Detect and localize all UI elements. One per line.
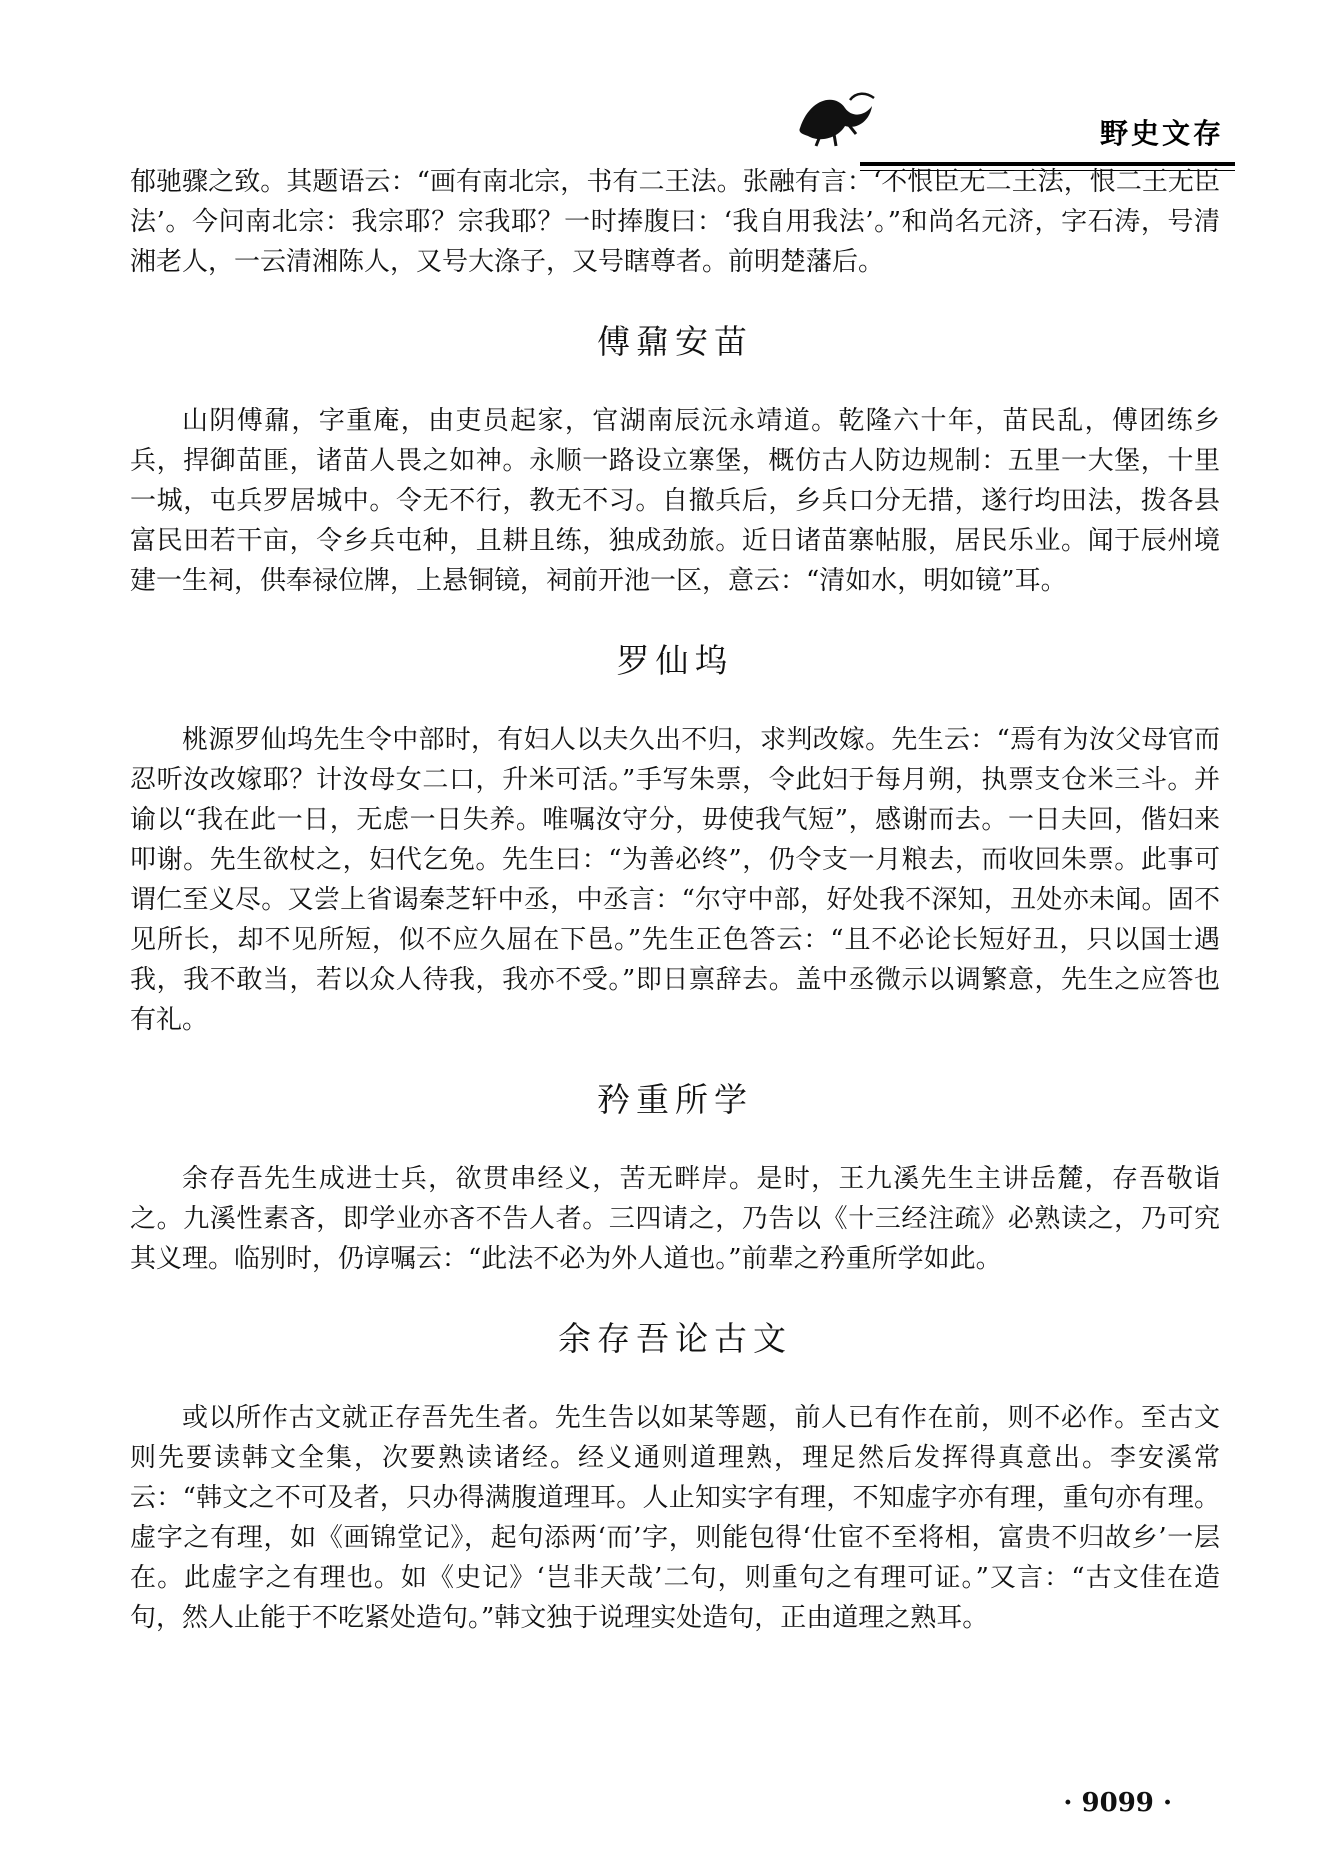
section-title: 矜重所学 [597, 1080, 753, 1119]
page-header [0, 70, 1322, 160]
section-title: 罗仙坞 [616, 641, 734, 680]
page-content [130, 162, 1220, 1638]
page-number: · 9099 · [1063, 1788, 1172, 1818]
running-header-title: 野史文存 [1100, 117, 1225, 150]
section-paragraph: 余存吾先生成进士兵，欲贯串经义，苦无畔岸。是时，王九溪先生主讲岳麓，存吾敬诣之。九溪性素吝，即学业亦吝不告人者。三四请之，乃告以《十三经注疏》必熟读之，乃可究其义理。临别时，仍谆嘱云：“此法不必为外人道也。”前辈之矜重所学如此。 [130, 1164, 1220, 1274]
section-paragraph: 桃源罗仙坞先生令中部时，有妇人以夫久出不归，求判改嫁。先生云：“焉有为汝父母官而忍听汝改嫁耶？计汝母女二口，升米可活。”手写朱票，令此妇于每月朔，执票支仓米三斗。并谕以“我在此一日，无虑一日失养。唯嘱汝守分，毋使我气短”，感谢而去。一日夫回，偕妇来叩谢。先生欲杖之，妇代乞免。先生曰：“为善必终”，仍令支一月粮去，而收回朱票。此事可谓仁至义尽。又尝上省谒秦芝轩中丞，中丞言：“尔守中部，好处我不深知，丑处亦未闻。固不见所长，却不见所短，似不应久屈在下邑。”先生正色答云：“且不必论长短好丑，只以国士遇我，我不敢当，若以众人待我，我亦不受。”即日禀辞去。盖中丞微示以调繁意，先生之应答也有礼。 [130, 725, 1220, 1035]
dragon-emblem-icon [790, 88, 880, 148]
section-paragraph: 或以所作古文就正存吾先生者。先生告以如某等题，前人已有作在前，则不必作。至古文则先要读韩文全集，次要熟读诸经。经义通则道理熟，理足然后发挥得真意出。李安溪常云：“韩文之不可及者，只办得满腹道理耳。人止知实字有理，不知虚字亦有理，重句亦有理。虚字之有理，如《画锦堂记》，起句添两‘而’字，则能包得‘仕宦不至将相，富贵不归故乡’一层在。此虚字之有理也。如《史记》‘岂非天哉’二句，则重句之有理可证。”又言：“古文佳在造句，然人止能于不吃紧处造句。”韩文独于说理实处造句，正由道理之熟耳。 [130, 1403, 1220, 1633]
section-title: 傅鼐安苗 [597, 322, 753, 361]
section-paragraph: 山阴傅鼐，字重庵，由吏员起家，官湖南辰沅永靖道。乾隆六十年，苗民乱，傅团练乡兵，捍御苗匪，诸苗人畏之如神。永顺一路设立寨堡，概仿古人防边规制：五里一大堡，十里一城，屯兵罗居城中。令无不行，教无不习。自撤兵后，乡兵口分无措，遂行均田法，拨各县富民田若干亩，令乡兵屯种，且耕且练，独成劲旅。近日诸苗寨帖服，居民乐业。闻于辰州境建一生祠，供奉禄位牌，上悬铜镜，祠前开池一区，意云：“清如水，明如镜”耳。 [130, 406, 1220, 596]
intro-paragraph: 郁驰骤之致。其题语云：“画有南北宗，书有二王法。张融有言：‘不恨臣无二王法，恨二王无臣法’。今问南北宗：我宗耶？宗我耶？一时捧腹曰：‘我自用我法’。”和尚名元济，字石涛，号清湘老人，一云清湘陈人，又号大涤子，又号瞎尊者。前明楚藩后。 [130, 167, 1220, 277]
section-title: 余存吾论古文 [558, 1319, 792, 1358]
